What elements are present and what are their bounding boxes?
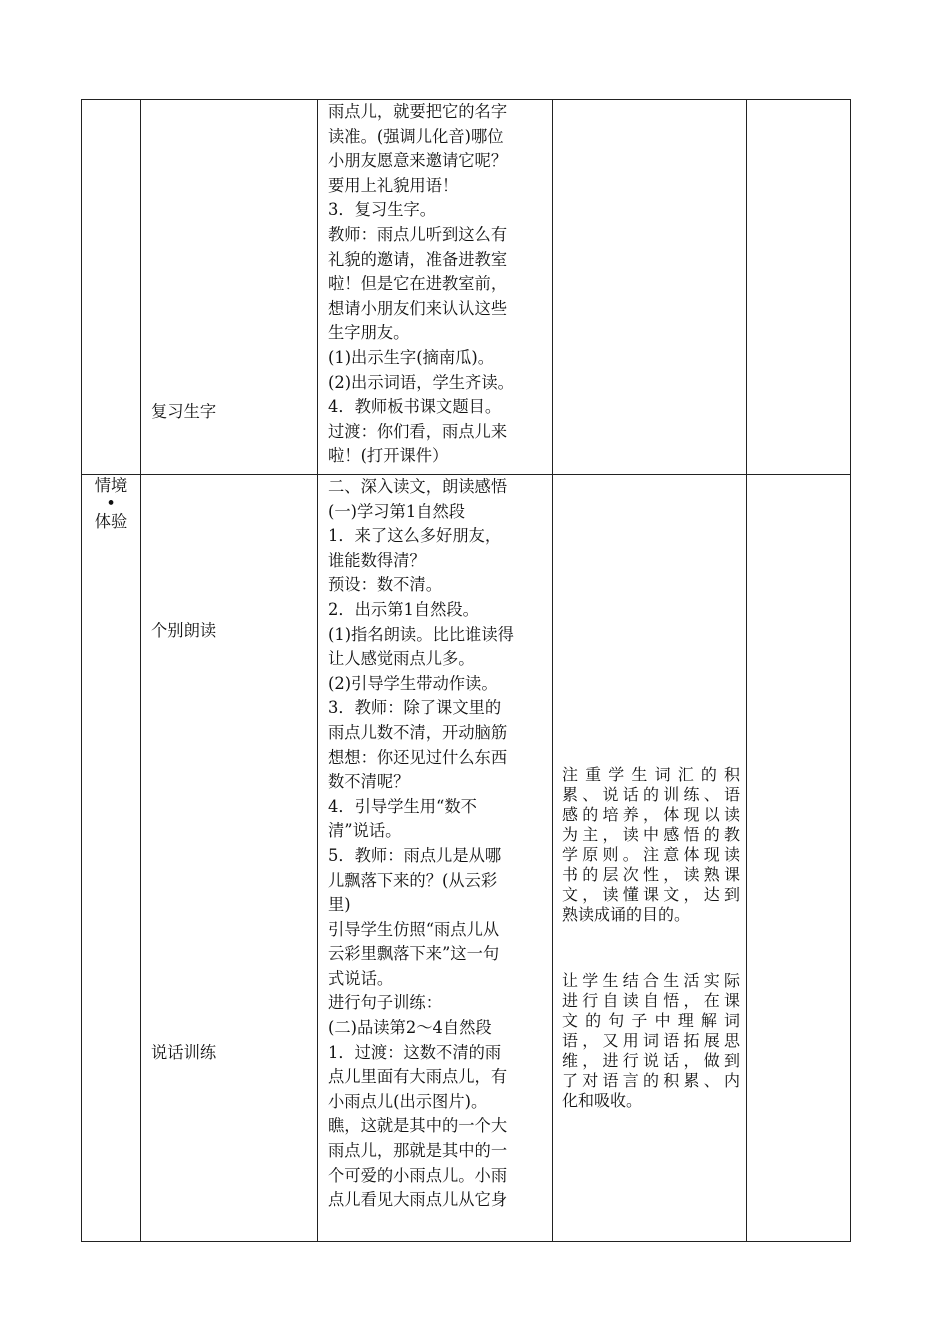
text-line: 化和吸收。 <box>562 1091 643 1110</box>
text-line: 小朋友愿意来邀请它呢？ <box>328 151 508 171</box>
text-line: 预设：数不清。 <box>328 575 442 595</box>
text-line: 文的句子中理解词 <box>562 1011 740 1030</box>
text-line: 4．教师板书课文题目。 <box>328 397 502 417</box>
stage-cell <box>82 475 141 1242</box>
text-line: 1．来了这么多好朋友， <box>328 526 502 546</box>
text-line: 云彩里飘落下来”这一句 <box>328 944 500 964</box>
table-row <box>82 475 851 1242</box>
text-line: 过渡：你们看，雨点儿来 <box>328 421 508 441</box>
text-line: 2．出示第1自然段。 <box>328 599 479 619</box>
text-line: 4．引导学生用“数不 <box>328 796 477 816</box>
text-line: 谁能数得清？ <box>328 550 426 570</box>
note-cell <box>553 100 747 475</box>
text-line: (1)指名朗读。比比谁读得 <box>328 624 514 644</box>
text-line: 累、说话的训练、语 <box>562 785 740 804</box>
text-line: 读准。(强调儿化音)哪位 <box>328 126 504 146</box>
remark-cell <box>747 475 851 1242</box>
stage-label-top: 情境 <box>94 476 128 495</box>
text-line: 瞧，这就是其中的一个大 <box>328 1116 508 1136</box>
text-line: 语，又用词语拓展思 <box>562 1031 740 1050</box>
text-line: 文，读懂课文，达到 <box>562 885 740 904</box>
table-row <box>82 100 851 475</box>
text-line: 让学生结合生活实际 <box>562 971 740 990</box>
text-line: 维，进行说话，做到 <box>562 1051 740 1070</box>
text-line: (一)学习第1自然段 <box>328 501 466 521</box>
text-line: 个可爱的小雨点儿。小雨 <box>328 1165 508 1185</box>
text-line: 点儿里面有大雨点儿，有 <box>328 1067 508 1087</box>
text-line: 想想：你还见过什么东西 <box>328 747 508 767</box>
activity-label: 个别朗读 <box>151 621 217 640</box>
content-text <box>318 475 552 1241</box>
text-line: 书的层次性，读熟课 <box>562 865 740 884</box>
text-line: 生字朋友。 <box>328 323 410 343</box>
text-line: 为主，读中感悟的教 <box>562 825 740 844</box>
text-line: 儿飘落下来的？(从云彩 <box>328 870 498 890</box>
text-line: (二)品读第2～4自然段 <box>328 1018 492 1038</box>
content-text <box>318 100 552 474</box>
stage-label-bottom: 体验 <box>94 512 128 531</box>
activity-label: 说话训练 <box>151 1043 217 1062</box>
text-line: 小雨点儿(出示图片)。 <box>328 1091 488 1111</box>
text-line: 点儿看见大雨点儿从它身 <box>328 1190 508 1210</box>
text-line: 教师：雨点儿听到这么有 <box>328 224 508 244</box>
text-line: 式说话。 <box>328 968 394 988</box>
text-line: 3．教师：除了课文里的 <box>328 698 502 718</box>
text-line: 二、深入读文，朗读感悟 <box>328 477 508 496</box>
activity-label: 复习生字 <box>151 402 217 421</box>
text-line: 进行自读自悟，在课 <box>562 991 740 1010</box>
text-line: 3．复习生字。 <box>328 200 437 220</box>
text-line: 清”说话。 <box>328 821 402 841</box>
text-line: (1)出示生字(摘南瓜)。 <box>328 347 495 367</box>
text-line: 1．过渡：这数不清的雨 <box>328 1042 502 1062</box>
text-line: 雨点儿，那就是其中的一 <box>328 1141 508 1161</box>
stage-cell <box>82 100 141 475</box>
design-note <box>562 971 740 1111</box>
text-line: 注重学生词汇的积 <box>562 765 740 784</box>
text-line: 学原则。注意体现读 <box>562 845 740 864</box>
content-cell <box>318 100 553 475</box>
lesson-plan-table <box>81 99 851 1242</box>
text-line: 数不清呢？ <box>328 772 410 792</box>
text-line: 了对语言的积累、内 <box>562 1071 740 1090</box>
text-line: 啦！但是它在进教室前， <box>328 274 508 294</box>
text-line: 引导学生仿照“雨点儿从 <box>328 919 500 939</box>
text-line: (2)引导学生带动作读。 <box>328 673 498 693</box>
activity-cell <box>141 100 318 475</box>
text-line: 想请小朋友们来认认这些 <box>328 298 508 318</box>
text-line: 感的培养，体现以读 <box>562 805 740 824</box>
text-line: 让人感觉雨点儿多。 <box>328 649 475 669</box>
text-line: 熟读成诵的目的。 <box>562 905 691 924</box>
text-line: 要用上礼貌用语！ <box>328 175 459 195</box>
text-line: 啦！(打开课件） <box>328 446 449 466</box>
text-line: 里) <box>328 895 351 915</box>
note-cell <box>553 475 747 1242</box>
stage-dot: • <box>106 494 116 513</box>
activity-cell <box>141 475 318 1242</box>
text-line: 礼貌的邀请，准备进教室 <box>328 249 508 269</box>
remark-cell <box>747 100 851 475</box>
design-note <box>562 765 740 925</box>
text-line: 雨点儿数不清，开动脑筋 <box>328 722 508 742</box>
text-line: 5．教师：雨点儿是从哪 <box>328 845 502 865</box>
text-line: 雨点儿，就要把它的名字 <box>328 102 508 121</box>
text-line: 进行句子训练： <box>328 993 442 1013</box>
content-cell <box>318 475 553 1242</box>
text-line: (2)出示词语，学生齐读。 <box>328 372 514 392</box>
